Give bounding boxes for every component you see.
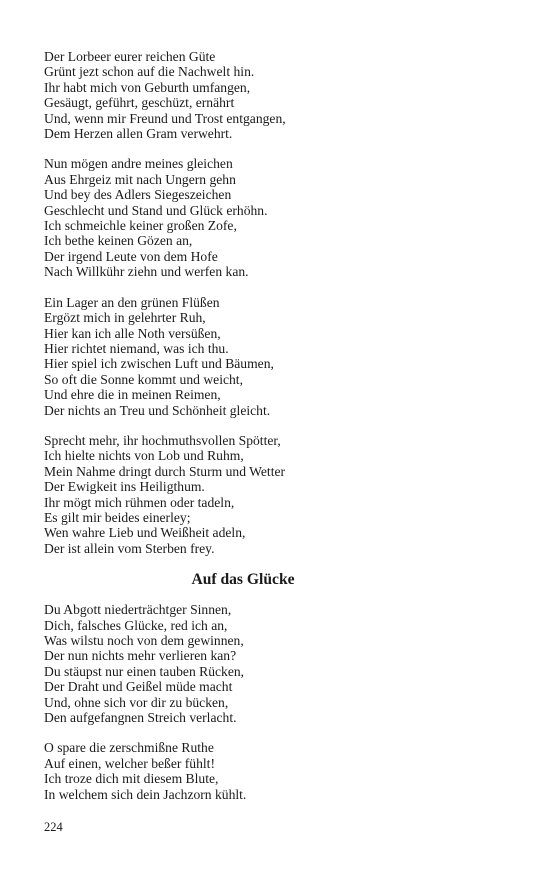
verse-line: Ihr habt mich von Geburth umfangen,: [44, 79, 251, 95]
verse-line: So oft die Sonne kommt und weicht,: [44, 371, 243, 387]
verse-line: Ergözt mich in gelehrter Ruh,: [44, 310, 206, 326]
verse-line: Ihr mögt mich rühmen oder tadeln,: [44, 494, 235, 510]
verse-line: Und, ohne sich vor dir zu bücken,: [44, 694, 229, 710]
stanza: [44, 740, 524, 802]
verse-line: Der Draht und Geißel müde macht: [44, 679, 233, 695]
verse-line: In welchem sich dein Jachzorn kühlt.: [44, 786, 247, 802]
verse-line: Dich, falsches Glücke, red ich an,: [44, 617, 228, 633]
verse-line: Sprecht mehr, ihr hochmuthsvollen Spötter,: [44, 432, 281, 448]
verse-line: Den aufgefangnen Streich verlacht.: [44, 710, 237, 726]
page-body: [44, 49, 524, 817]
verse-line: Und bey des Adlers Siegeszeichen: [44, 187, 232, 203]
poem-continuation: [44, 49, 524, 556]
verse-line: Wen wahre Lieb und Weißheit adeln,: [44, 525, 246, 541]
verse-line: Ein Lager an den grünen Flüßen: [44, 294, 220, 310]
verse-line: Was wilstu noch von dem gewinnen,: [44, 633, 244, 648]
verse-line: Hier spiel ich zwischen Luft und Bäumen,: [44, 356, 274, 372]
page-number: 224: [44, 820, 63, 834]
verse-line: Der irgend Leute von dem Hofe: [44, 248, 218, 264]
verse-line: Der ist allein vom Sterben frey.: [44, 540, 215, 556]
verse-line: Der Lorbeer eurer reichen Güte: [44, 49, 216, 64]
verse-line: Ich troze dich mit diesem Blute,: [44, 771, 219, 787]
verse-line: Es gilt mir beides einerley;: [44, 509, 191, 525]
stanza: [44, 602, 524, 725]
verse-line: Aus Ehrgeiz mit nach Ungern gehn: [44, 171, 236, 187]
verse-line: Grünt jezt schon auf die Nachwelt hin.: [44, 64, 255, 80]
poem-auf-das-gluecke: [44, 602, 524, 802]
poem-title: Auf das Glücke: [191, 571, 295, 589]
verse-line: Hier richtet niemand, was ich thu.: [44, 340, 229, 356]
verse-line: Der nichts an Treu und Schönheit gleicht.: [44, 402, 271, 418]
stanza: [44, 295, 524, 418]
verse-line: Du Abgott niederträchtger Sinnen,: [44, 602, 232, 618]
verse-line: Auf einen, welcher beßer fühlt!: [44, 755, 215, 771]
verse-line: Ich bethe keinen Gözen an,: [44, 233, 193, 249]
verse-line: Und, wenn mir Freund und Trost entgangen,: [44, 110, 286, 126]
verse-line: Mein Nahme dringt durch Sturm und Wetter: [44, 463, 286, 479]
stanza: [44, 49, 524, 141]
verse-line: Dem Herzen allen Gram verwehrt.: [44, 126, 233, 142]
stanza: [44, 433, 524, 556]
verse-line: Und ehre die in meinen Reimen,: [44, 387, 221, 403]
verse-line: Der Ewigkeit ins Heiligthum.: [44, 479, 205, 495]
verse-line: Du stäupst nur einen tauben Rücken,: [44, 663, 245, 679]
verse-line: Nach Willkühr ziehn und werfen kan.: [44, 264, 249, 280]
stanza: [44, 156, 524, 279]
verse-line: Geschlecht und Stand und Glück erhöhn.: [44, 202, 268, 218]
verse-line: Hier kan ich alle Noth versüßen,: [44, 325, 221, 341]
verse-line: O spare die zerschmißne Ruthe: [44, 740, 214, 756]
verse-line: Ich schmeichle keiner großen Zofe,: [44, 218, 237, 234]
verse-line: Ich hielte nichts von Lob und Ruhm,: [44, 448, 244, 464]
verse-line: Nun mögen andre meines gleichen: [44, 156, 233, 172]
verse-line: Der nun nichts mehr verlieren kan?: [44, 648, 237, 664]
verse-line: Gesäugt, geführt, geschüzt, ernährt: [44, 95, 235, 111]
